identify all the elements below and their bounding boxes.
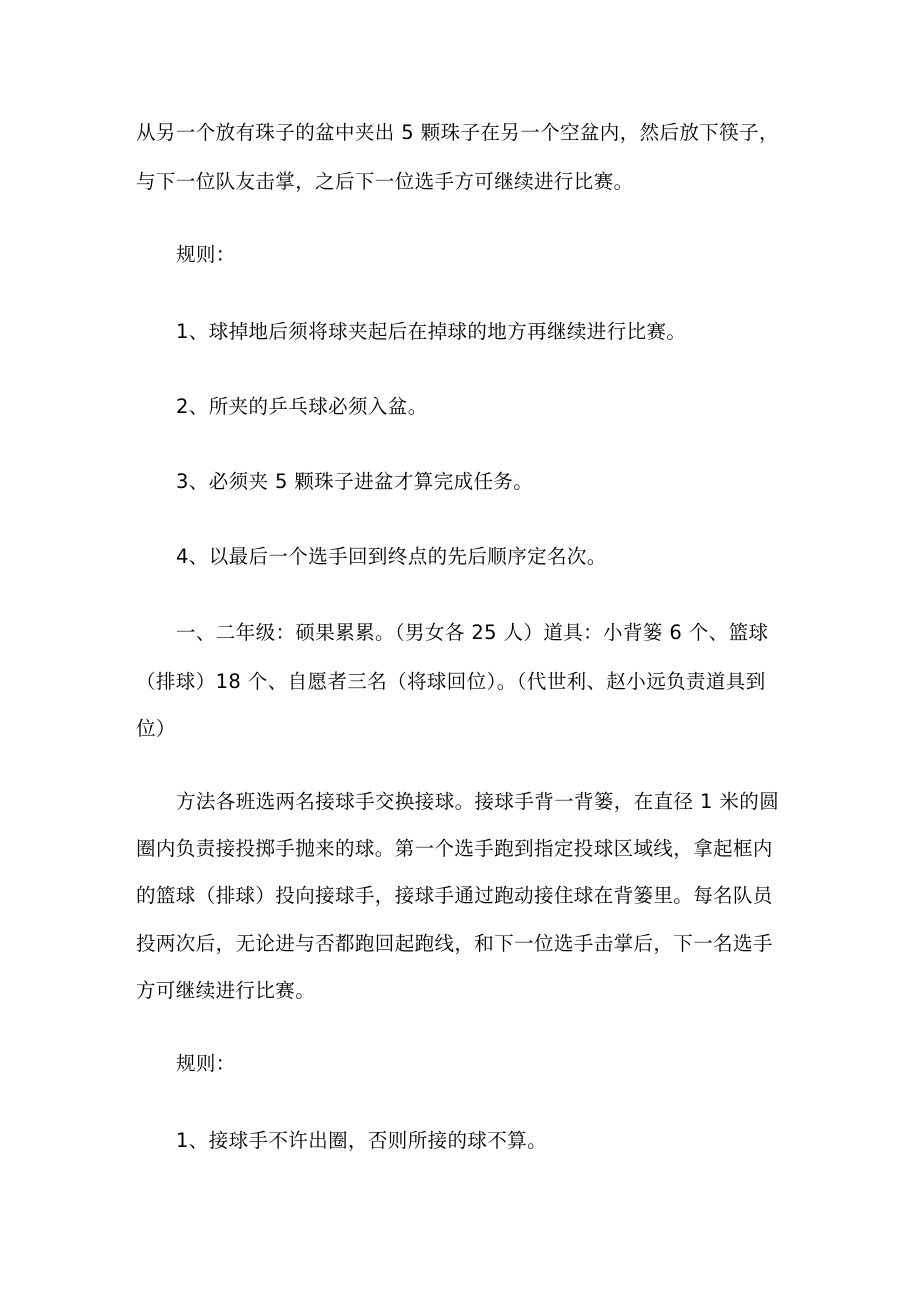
- paragraph-line: 与下一位队友击掌，之后下一位选手方可继续进行比赛。: [136, 170, 634, 193]
- method-line: 的篮球（排球）投向接球手，接球手通过跑动接住球在背篓里。每名队员: [136, 884, 773, 907]
- paragraph-line: 从另一个放有珠子的盆中夹出 5 颗珠子在另一个空盆内，然后放下筷子，: [136, 121, 779, 144]
- rule-item: 4、以最后一个选手回到终点的先后顺序定名次。: [176, 545, 607, 568]
- rules-heading: 规则：: [176, 1052, 236, 1075]
- method-line: 圈内负责接投掷手抛来的球。第一个选手跑到指定投球区域线，拿起框内: [136, 837, 773, 860]
- rule-item: 1、球掉地后须将球夹起后在掉球的地方再继续进行比赛。: [176, 320, 687, 343]
- method-line: 投两次后，无论进与否都跑回起跑线，和下一位选手击掌后，下一名选手: [136, 932, 773, 955]
- rule-item: 3、必须夹 5 颗珠子进盆才算完成任务。: [176, 470, 534, 493]
- rule-item: 2、所夹的乒乓球必须入盆。: [176, 395, 428, 418]
- section-line: 一、二年级：硕果累累。（男女各 25 人）道具：小背篓 6 个、篮球: [176, 621, 769, 644]
- method-line: 方法各班选两名接球手交换接球。接球手背一背篓，在直径 1 米的圆: [176, 790, 780, 813]
- rule-item: 1、接球手不许出圈，否则所接的球不算。: [176, 1129, 548, 1152]
- rules-heading: 规则：: [176, 243, 236, 266]
- method-line: 方可继续进行比赛。: [136, 979, 316, 1002]
- section-line: （排球）18 个、自愿者三名（将球回位）。（代世利、赵小远负责道具到: [136, 670, 766, 693]
- section-line: 位）: [136, 717, 176, 740]
